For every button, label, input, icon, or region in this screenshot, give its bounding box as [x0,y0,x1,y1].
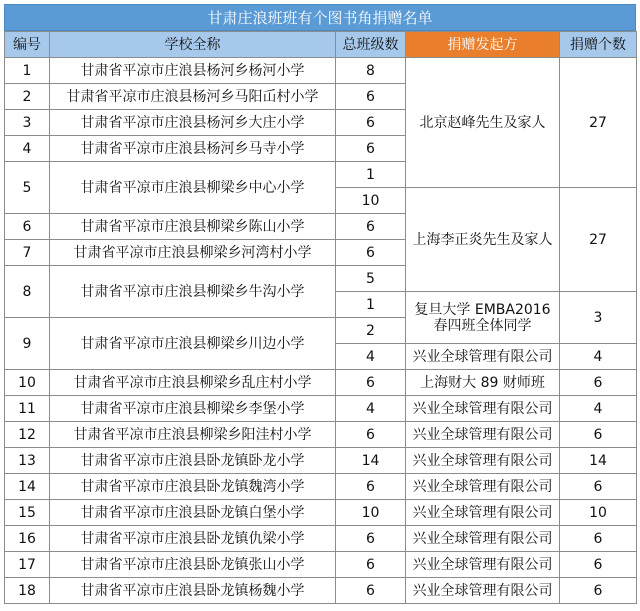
cell-donor: 兴业全球管理有限公司 [406,344,560,370]
cell-no: 9 [5,318,50,370]
cell-school: 甘肃省平凉市庄浪县柳梁乡牛沟小学 [50,266,336,318]
cell-count: 6 [560,474,637,500]
cell-count: 27 [560,58,637,188]
header-school: 学校全称 [50,32,336,58]
cell-school: 甘肃省平凉市庄浪县柳梁乡李堡小学 [50,396,336,422]
cell-no: 5 [5,162,50,214]
cell-count: 10 [560,500,637,526]
cell-no: 14 [5,474,50,500]
table-row [5,422,637,448]
cell-no: 10 [5,370,50,396]
header-donor: 捐赠发起方 [406,32,560,58]
cell-donor: 上海财大 89 财师班 [406,370,560,396]
cell-donor: 兴业全球管理有限公司 [406,578,560,604]
cell-school: 甘肃省平凉市庄浪县杨河乡杨河小学 [50,58,336,84]
cell-classes: 6 [336,110,406,136]
header-no: 编号 [5,32,50,58]
cell-school: 甘肃省平凉市庄浪县卧龙镇卧龙小学 [50,448,336,474]
cell-count: 6 [560,422,637,448]
cell-school: 甘肃省平凉市庄浪县杨河乡大庄小学 [50,110,336,136]
cell-count: 14 [560,448,637,474]
cell-school: 甘肃省平凉市庄浪县卧龙镇张山小学 [50,552,336,578]
cell-school: 甘肃省平凉市庄浪县柳梁乡阳洼村小学 [50,422,336,448]
donation-table [4,31,637,604]
table-row [5,474,637,500]
cell-school: 甘肃省平凉市庄浪县杨河乡马阳屲村小学 [50,84,336,110]
cell-no: 12 [5,422,50,448]
cell-classes: 6 [336,84,406,110]
cell-donor: 兴业全球管理有限公司 [406,500,560,526]
table-row [5,396,637,422]
cell-donor: 复旦大学 EMBA2016 春四班全体同学 [406,292,560,344]
cell-school: 甘肃省平凉市庄浪县柳梁乡乱庄村小学 [50,370,336,396]
cell-school: 甘肃省平凉市庄浪县卧龙镇魏湾小学 [50,474,336,500]
cell-classes: 1 [336,292,406,318]
cell-no: 13 [5,448,50,474]
cell-count: 6 [560,552,637,578]
cell-classes: 4 [336,344,406,370]
cell-school: 甘肃省平凉市庄浪县杨河乡马寺小学 [50,136,336,162]
header-count: 捐赠个数 [560,32,637,58]
cell-donor: 兴业全球管理有限公司 [406,526,560,552]
cell-no: 4 [5,136,50,162]
table-row [5,58,637,84]
cell-classes: 1 [336,162,406,188]
cell-classes: 6 [336,552,406,578]
cell-classes: 6 [336,422,406,448]
cell-count: 4 [560,344,637,370]
cell-school: 甘肃省平凉市庄浪县卧龙镇杨魏小学 [50,578,336,604]
header-row [5,32,637,58]
cell-donor: 兴业全球管理有限公司 [406,474,560,500]
table-row [5,370,637,396]
cell-no: 11 [5,396,50,422]
cell-no: 3 [5,110,50,136]
cell-classes: 6 [336,578,406,604]
cell-no: 1 [5,58,50,84]
cell-no: 16 [5,526,50,552]
header-classes: 总班级数 [336,32,406,58]
cell-no: 8 [5,266,50,318]
table-row [5,578,637,604]
cell-classes: 6 [336,370,406,396]
cell-school: 甘肃省平凉市庄浪县柳梁乡河湾村小学 [50,240,336,266]
cell-classes: 14 [336,448,406,474]
cell-classes: 8 [336,58,406,84]
table-row [5,526,637,552]
cell-donor: 兴业全球管理有限公司 [406,422,560,448]
cell-classes: 6 [336,240,406,266]
cell-classes: 6 [336,526,406,552]
cell-donor: 上海李正炎先生及家人 [406,188,560,292]
cell-no: 6 [5,214,50,240]
cell-donor: 北京赵峰先生及家人 [406,58,560,188]
table-row [5,552,637,578]
cell-count: 6 [560,578,637,604]
table-row [5,448,637,474]
cell-count: 4 [560,396,637,422]
cell-no: 18 [5,578,50,604]
cell-donor: 兴业全球管理有限公司 [406,552,560,578]
cell-school: 甘肃省平凉市庄浪县柳梁乡川边小学 [50,318,336,370]
cell-classes: 10 [336,188,406,214]
cell-no: 15 [5,500,50,526]
sheet-title: 甘肃庄浪班班有个图书角捐赠名单 [4,4,636,31]
cell-school: 甘肃省平凉市庄浪县柳梁乡中心小学 [50,162,336,214]
cell-classes: 5 [336,266,406,292]
donation-sheet [4,4,636,604]
cell-donor: 兴业全球管理有限公司 [406,448,560,474]
cell-count: 6 [560,370,637,396]
cell-no: 2 [5,84,50,110]
cell-classes: 10 [336,500,406,526]
cell-classes: 4 [336,396,406,422]
cell-classes: 6 [336,136,406,162]
cell-classes: 2 [336,318,406,344]
cell-school: 甘肃省平凉市庄浪县柳梁乡陈山小学 [50,214,336,240]
cell-school: 甘肃省平凉市庄浪县卧龙镇仇梁小学 [50,526,336,552]
cell-classes: 6 [336,474,406,500]
cell-count: 6 [560,526,637,552]
cell-no: 7 [5,240,50,266]
cell-school: 甘肃省平凉市庄浪县卧龙镇白堡小学 [50,500,336,526]
cell-count: 3 [560,292,637,344]
cell-count: 27 [560,188,637,292]
cell-classes: 6 [336,214,406,240]
table-row [5,500,637,526]
cell-donor: 兴业全球管理有限公司 [406,396,560,422]
cell-no: 17 [5,552,50,578]
